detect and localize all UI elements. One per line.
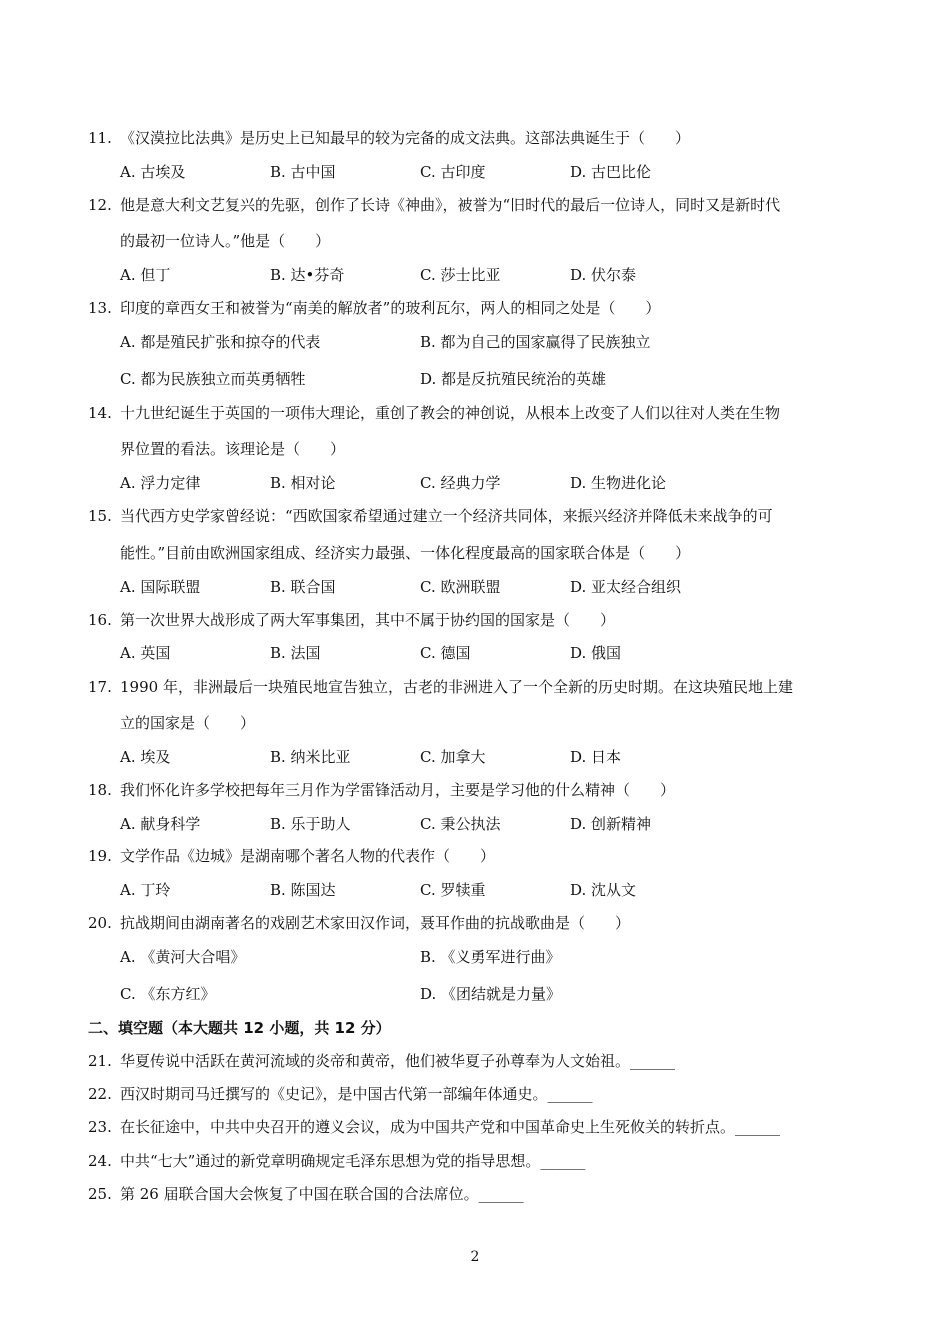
option-a: A. 但丁 xyxy=(120,266,171,284)
question-number: 20. xyxy=(88,914,112,932)
question-number: 12. xyxy=(88,196,112,214)
question-number: 11. xyxy=(88,129,112,147)
question-stem-continued: 界位置的看法。该理论是（ ） xyxy=(120,440,346,458)
option-a: A. 英国 xyxy=(120,644,171,662)
option-d: D. 都是反抗殖民统治的英雄 xyxy=(420,370,607,388)
question-stem: 我们怀化许多学校把每年三月作为学雷锋活动月，主要是学习他的什么精神（ ） xyxy=(120,781,676,799)
option-a: A. 都是殖民扩张和掠夺的代表 xyxy=(120,333,321,351)
option-b: B. 联合国 xyxy=(270,578,336,596)
option-d: D. 古巴比伦 xyxy=(570,163,652,181)
option-c: C. 都为民族独立而英勇牺牲 xyxy=(120,370,306,388)
question-number: 17. xyxy=(88,678,112,696)
option-d: D. 亚太经合组织 xyxy=(570,578,682,596)
question-number: 22. xyxy=(88,1085,112,1103)
option-b: B. 纳米比亚 xyxy=(270,748,351,766)
option-c: C. 罗犊重 xyxy=(420,881,486,899)
question-number: 14. xyxy=(88,404,112,422)
option-d: D. 俄国 xyxy=(570,644,622,662)
option-d: D. 生物进化论 xyxy=(570,474,667,492)
question-stem: 十九世纪诞生于英国的一项伟大理论，重创了教会的神创说，从根本上改变了人们以往对人类在生物 xyxy=(120,404,781,422)
question-stem: 《汉漠拉比法典》是历史上已知最早的较为完备的成文法典。这部法典诞生于（ ） xyxy=(120,129,691,147)
question-number: 25. xyxy=(88,1185,112,1203)
question-number: 13. xyxy=(88,299,112,317)
question-number: 15. xyxy=(88,507,112,525)
question-text: 西汉时期司马迁撰写的《史记》，是中国古代第一部编年体通史。______ xyxy=(120,1085,593,1103)
option-c: C. 欧洲联盟 xyxy=(420,578,501,596)
option-a: A. 古埃及 xyxy=(120,163,186,181)
option-b: B. 达•芬奇 xyxy=(270,266,345,284)
question-number: 24. xyxy=(88,1152,112,1170)
option-b: B. 都为自己的国家赢得了民族独立 xyxy=(420,333,651,351)
option-c: C. 秉公执法 xyxy=(420,815,501,833)
option-c: C. 《东方红》 xyxy=(120,985,216,1003)
option-d: D. 沈从文 xyxy=(570,881,637,899)
question-number: 21. xyxy=(88,1052,112,1070)
section-heading: 二、填空题（本大题共 12 小题，共 12 分） xyxy=(88,1019,391,1037)
question-stem-continued: 的最初一位诗人。”他是（ ） xyxy=(120,232,331,250)
page-number: 2 xyxy=(470,1249,480,1265)
option-d: D. 《团结就是力量》 xyxy=(420,985,562,1003)
question-stem-continued: 立的国家是（ ） xyxy=(120,714,256,732)
option-a: A. 《黄河大合唱》 xyxy=(120,948,246,966)
question-text: 在长征途中，中共中央召开的遵义会议，成为中国共产党和中国革命史上生死攸关的转折点。______ xyxy=(120,1118,781,1136)
option-b: B. 《义勇军进行曲》 xyxy=(420,948,561,966)
question-stem: 第一次世界大战形成了两大军事集团，其中不属于协约国的国家是（ ） xyxy=(120,611,616,629)
option-b: B. 法国 xyxy=(270,644,321,662)
option-a: A. 国际联盟 xyxy=(120,578,201,596)
option-a: A. 丁玲 xyxy=(120,881,171,899)
option-a: A. 献身科学 xyxy=(120,815,201,833)
option-a: A. 埃及 xyxy=(120,748,171,766)
option-d: D. 伏尔泰 xyxy=(570,266,637,284)
question-text: 第 26 届联合国大会恢复了中国在联合国的合法席位。______ xyxy=(120,1185,524,1203)
question-stem: 1990 年，非洲最后一块殖民地宣告独立，古老的非洲进入了一个全新的历史时期。在这块殖民地上建 xyxy=(120,678,793,696)
option-c: C. 加拿大 xyxy=(420,748,486,766)
question-stem: 文学作品《边城》是湖南哪个著名人物的代表作（ ） xyxy=(120,847,496,865)
option-b: B. 乐于助人 xyxy=(270,815,351,833)
question-stem: 当代西方史学家曾经说：“西欧国家希望通过建立一个经济共同体，来振兴经济并降低未来战争的可 xyxy=(120,507,773,525)
question-stem-continued: 能性。”目前由欧洲国家组成、经济实力最强、一体化程度最高的国家联合体是（ ） xyxy=(120,544,691,562)
option-c: C. 经典力学 xyxy=(420,474,501,492)
question-number: 23. xyxy=(88,1118,112,1136)
option-a: A. 浮力定律 xyxy=(120,474,201,492)
question-text: 华夏传说中活跃在黄河流域的炎帝和黄帝，他们被华夏子孙尊奉为人文始祖。______ xyxy=(120,1052,676,1070)
option-b: B. 相对论 xyxy=(270,474,336,492)
option-c: C. 德国 xyxy=(420,644,471,662)
question-text: 中共“七大”通过的新党章明确规定毛泽东思想为党的指导思想。______ xyxy=(120,1152,586,1170)
question-number: 19. xyxy=(88,847,112,865)
option-d: D. 创新精神 xyxy=(570,815,652,833)
question-number: 18. xyxy=(88,781,112,799)
option-b: B. 陈国达 xyxy=(270,881,336,899)
question-stem: 抗战期间由湖南著名的戏剧艺术家田汉作词，聂耳作曲的抗战歌曲是（ ） xyxy=(120,914,631,932)
question-number: 16. xyxy=(88,611,112,629)
question-stem: 印度的章西女王和被誉为“南美的解放者”的玻利瓦尔，两人的相同之处是（ ） xyxy=(120,299,661,317)
option-c: C. 莎士比亚 xyxy=(420,266,501,284)
question-stem: 他是意大利文艺复兴的先驱，创作了长诗《神曲》，被誉为“旧时代的最后一位诗人，同时又是新时代 xyxy=(120,196,781,214)
option-c: C. 古印度 xyxy=(420,163,486,181)
option-d: D. 日本 xyxy=(570,748,622,766)
option-b: B. 古中国 xyxy=(270,163,336,181)
